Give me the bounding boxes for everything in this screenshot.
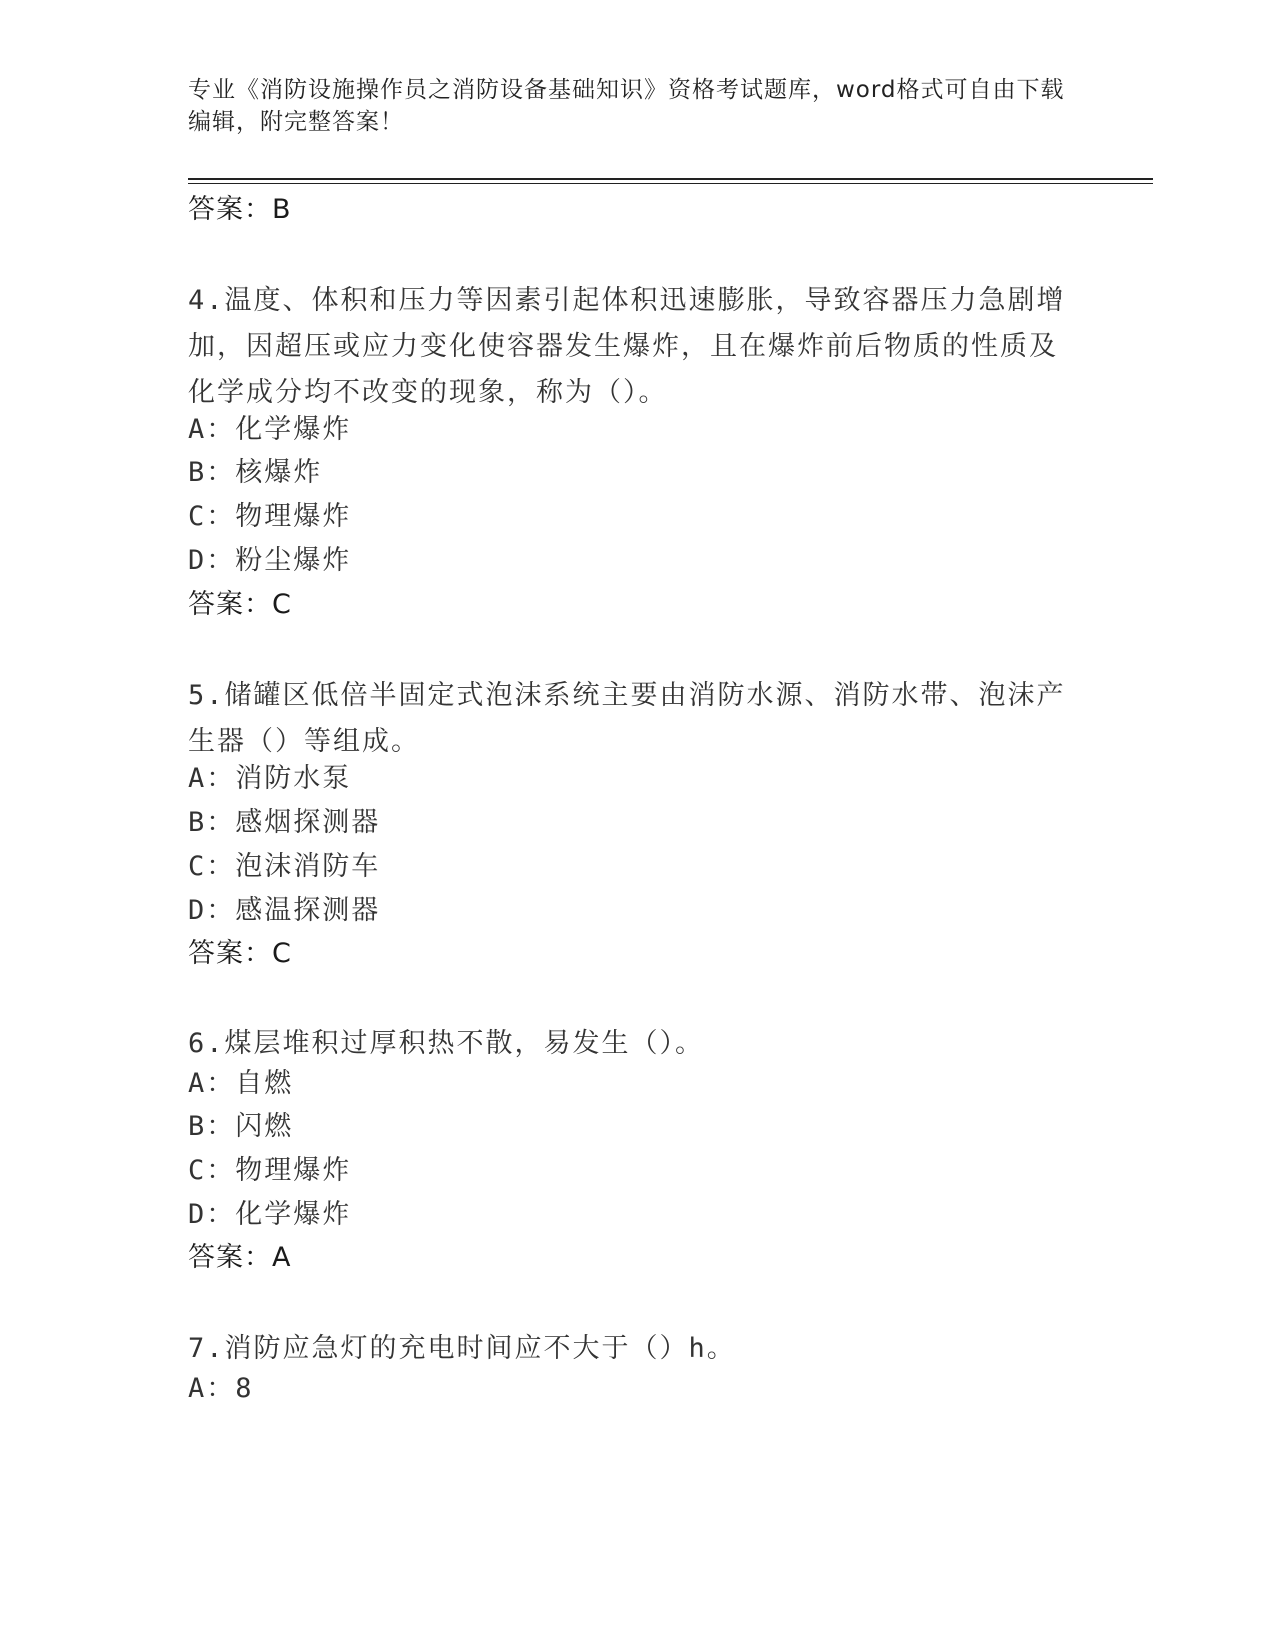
question-6-option-b: B：闪燃 (188, 1111, 294, 1142)
question-6-option-c: C：物理爆炸 (188, 1155, 352, 1186)
question-4-option-c: C：物理爆炸 (188, 501, 352, 532)
question-4-answer: 答案：C (188, 589, 292, 620)
question-5-option-c: C：泡沫消防车 (188, 851, 381, 882)
question-4-text: 4.温度、体积和压力等因素引起体积迅速膨胀，导致容器压力急剧增加，因超压或应力变化使容器发生爆炸，且在爆炸前后物质的性质及化学成分均不改变的现象，称为（）。 (188, 285, 1066, 408)
document-header: 专业《消防设施操作员之消防设备基础知识》资格考试题库，word格式可自由下载编辑，附完整答案！ (188, 77, 1065, 135)
question-5-option-b: B：感烟探测器 (188, 807, 381, 838)
question-5-answer: 答案：C (188, 938, 292, 969)
question-5-text: 5.储罐区低倍半固定式泡沫系统主要由消防水源、消防水带、泡沫产生器（）等组成。 (188, 680, 1066, 757)
question-7-text: 7.消防应急灯的充电时间应不大于（）h。 (188, 1333, 736, 1364)
previous-answer: 答案：B (188, 194, 292, 225)
question-4-option-d: D：粉尘爆炸 (188, 545, 352, 576)
header-rule-thick (188, 178, 1153, 180)
question-7-option-a: A：8 (188, 1373, 254, 1404)
question-4-option-a: A：化学爆炸 (188, 414, 352, 445)
question-4-option-b: B：核爆炸 (188, 457, 323, 488)
question-6-option-d: D：化学爆炸 (188, 1199, 352, 1230)
question-6-text: 6.煤层堆积过厚积热不散，易发生（）。 (188, 1028, 705, 1059)
header-rule-thin (188, 183, 1153, 184)
question-6-answer: 答案：A (188, 1242, 292, 1273)
question-5-option-a: A：消防水泵 (188, 763, 352, 794)
question-5-option-d: D：感温探测器 (188, 895, 381, 926)
question-6-option-a: A：自燃 (188, 1068, 294, 1099)
